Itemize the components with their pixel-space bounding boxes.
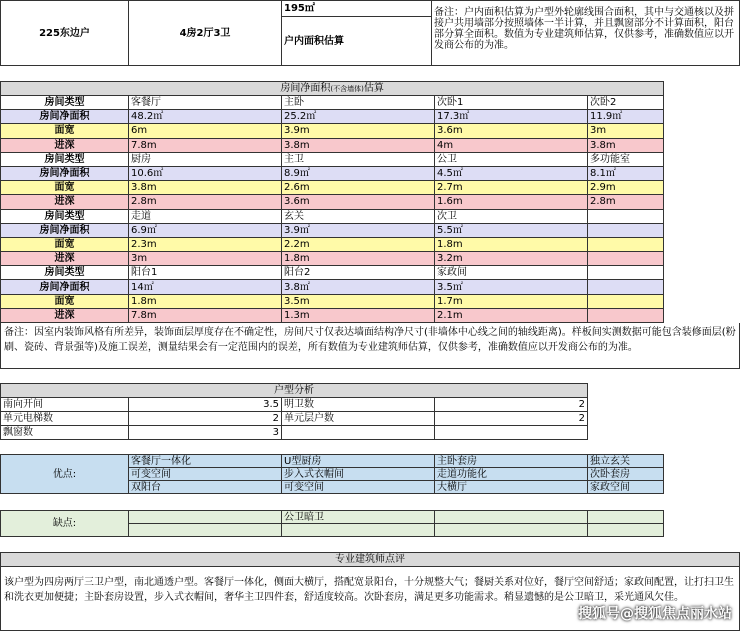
analysis-section <box>0 383 587 440</box>
room-depth-cell: 7.8m <box>129 138 282 152</box>
cons-section <box>0 510 740 537</box>
pros-item: 家政空间 <box>588 481 664 494</box>
row-label: 房间类型 <box>1 266 129 280</box>
row-label: 进深 <box>1 195 129 209</box>
analysis-right-label: 单元层户数 <box>282 412 435 426</box>
pros-item: 双阳台 <box>129 481 282 494</box>
row-label: 面宽 <box>1 237 129 251</box>
room-type-cell: 家政间 <box>435 266 588 280</box>
room-area-cell: 4.5㎡ <box>435 166 588 180</box>
room-depth-cell: 1.6m <box>435 195 588 209</box>
room-width-cell: 1.8m <box>129 294 282 308</box>
room-type-cell: 次卧1 <box>435 96 588 110</box>
room-type-cell: 厨房 <box>129 152 282 166</box>
net-area-title-sub: (不含墙体) <box>330 85 364 93</box>
net-area-row <box>1 237 740 251</box>
net-area-row <box>1 308 740 322</box>
cons-item <box>435 511 588 524</box>
analysis-left-label: 单元电梯数 <box>1 412 129 426</box>
net-area-title-main: 房间净面积 <box>280 83 331 94</box>
pros-item: 可变空间 <box>282 481 435 494</box>
row-label: 进深 <box>1 252 129 266</box>
cons-item <box>435 524 588 537</box>
net-area-row <box>1 280 740 294</box>
analysis-row <box>1 398 588 412</box>
room-width-cell: 3.8m <box>129 181 282 195</box>
net-area-row <box>1 152 740 166</box>
net-area-row <box>1 110 740 124</box>
area-label: 户内面积估算 <box>282 17 432 66</box>
room-area-cell: 8.9㎡ <box>282 166 435 180</box>
room-type-cell: 玄关 <box>282 209 435 223</box>
review-title: 专业建筑师点评 <box>0 552 740 567</box>
room-area-cell: 11.9㎡ <box>588 110 664 124</box>
review-text: 该户型为四房两厅三卫户型，南北通透户型。客餐厅一体化，侧面大横厅，搭配宽景阳台，十分规整大气；餐厨关系对位好，餐厅空间舒适；家政间配置，让打扫卫生和洗衣更加便捷；主卧套房设置，步入式衣帽间，奢华主卫四件套，舒适度较高。次卧套房，满足更多功能需求。稍显遗憾的是公卫暗卫，采光通风欠佳。 <box>0 567 740 631</box>
net-area-row <box>1 138 740 152</box>
pros-item: 大横厅 <box>435 481 588 494</box>
unit-name: 225东边户 <box>1 1 129 66</box>
room-type-cell <box>588 266 664 280</box>
blank-cell <box>664 252 740 266</box>
room-type-cell: 客餐厅 <box>129 96 282 110</box>
analysis-right-value: 2 <box>435 412 588 426</box>
room-area-cell: 5.5㎡ <box>435 223 588 237</box>
blank-cell <box>664 110 740 124</box>
blank-cell <box>664 152 740 166</box>
net-area-title <box>1 82 664 96</box>
row-label: 进深 <box>1 138 129 152</box>
room-depth-cell: 7.8m <box>129 308 282 322</box>
pros-item: U型厨房 <box>282 455 435 468</box>
header-block <box>0 0 740 66</box>
row-label: 房间类型 <box>1 209 129 223</box>
area-value: 195㎡ <box>282 1 432 17</box>
blank-cell <box>664 223 740 237</box>
room-width-cell: 1.8m <box>435 237 588 251</box>
pros-row <box>1 455 740 468</box>
watermark: 搜狐号@搜狐焦点丽水站 <box>578 606 732 622</box>
room-depth-cell <box>588 308 664 322</box>
blank-cell <box>664 280 740 294</box>
blank-cell <box>664 209 740 223</box>
blank-cell <box>664 524 740 537</box>
analysis-left-value: 3.5 <box>129 398 282 412</box>
room-depth-cell: 1.8m <box>282 252 435 266</box>
room-width-cell <box>588 237 664 251</box>
analysis-left-label: 飘窗数 <box>1 426 129 440</box>
room-depth-cell: 3.2m <box>435 252 588 266</box>
pros-item: 独立玄关 <box>588 455 664 468</box>
cons-item <box>588 511 664 524</box>
room-width-cell: 2.6m <box>282 181 435 195</box>
room-depth-cell: 3.6m <box>282 195 435 209</box>
room-area-cell: 3.8㎡ <box>282 280 435 294</box>
room-area-cell: 8.1㎡ <box>588 166 664 180</box>
blank-cell <box>664 181 740 195</box>
room-area-cell: 14㎡ <box>129 280 282 294</box>
room-area-cell <box>588 280 664 294</box>
room-area-cell: 6.9㎡ <box>129 223 282 237</box>
cons-item <box>282 524 435 537</box>
analysis-left-value: 3 <box>129 426 282 440</box>
room-area-cell: 17.3㎡ <box>435 110 588 124</box>
net-area-row <box>1 124 740 138</box>
analysis-right-label: 明卫数 <box>282 398 435 412</box>
analysis-row <box>1 426 588 440</box>
room-width-cell: 3.9m <box>282 124 435 138</box>
room-area-cell: 3.5㎡ <box>435 280 588 294</box>
room-width-cell: 2.2m <box>282 237 435 251</box>
net-area-row <box>1 223 740 237</box>
room-width-cell: 3.5m <box>282 294 435 308</box>
pros-item: 可变空间 <box>129 468 282 481</box>
row-label: 面宽 <box>1 124 129 138</box>
room-type-cell: 多功能室 <box>588 152 664 166</box>
room-width-cell: 2.7m <box>435 181 588 195</box>
pros-section <box>0 454 740 494</box>
blank-cell <box>664 481 740 494</box>
room-depth-cell: 3m <box>129 252 282 266</box>
room-type-cell: 阳台1 <box>129 266 282 280</box>
net-area-row <box>1 294 740 308</box>
row-label: 房间净面积 <box>1 166 129 180</box>
net-area-row <box>1 166 740 180</box>
pros-item: 次卧套房 <box>588 468 664 481</box>
room-area-cell: 10.6㎡ <box>129 166 282 180</box>
cons-item <box>588 524 664 537</box>
room-area-cell: 3.9㎡ <box>282 223 435 237</box>
cons-item <box>129 524 282 537</box>
blank-cell <box>664 294 740 308</box>
room-type-cell: 次卧2 <box>588 96 664 110</box>
unit-layout: 4房2厅3卫 <box>129 1 282 66</box>
cons-row <box>1 511 740 524</box>
analysis-right-value <box>435 426 588 440</box>
row-label: 房间净面积 <box>1 223 129 237</box>
room-depth-cell: 4m <box>435 138 588 152</box>
analysis-right-value: 2 <box>435 398 588 412</box>
net-area-row <box>1 96 740 110</box>
room-width-cell: 2.3m <box>129 237 282 251</box>
pros-item: 客餐厅一体化 <box>129 455 282 468</box>
net-area-row <box>1 266 740 280</box>
row-label: 进深 <box>1 308 129 322</box>
cons-item <box>129 511 282 524</box>
cons-label: 缺点: <box>1 511 129 537</box>
room-type-cell: 走道 <box>129 209 282 223</box>
analysis-row <box>1 412 588 426</box>
net-area-row <box>1 209 740 223</box>
row-label: 面宽 <box>1 294 129 308</box>
analysis-left-value: 2 <box>129 412 282 426</box>
blank-cell <box>664 511 740 524</box>
blank-cell <box>664 96 740 110</box>
blank-cell <box>664 308 740 322</box>
room-type-cell <box>588 209 664 223</box>
blank-cell <box>664 124 740 138</box>
row-label: 房间净面积 <box>1 110 129 124</box>
room-depth-cell: 1.3m <box>282 308 435 322</box>
room-type-cell: 主卫 <box>282 152 435 166</box>
net-area-title-tail: 估算 <box>363 83 384 94</box>
room-width-cell: 3.6m <box>435 124 588 138</box>
blank-cell <box>664 468 740 481</box>
row-label: 面宽 <box>1 181 129 195</box>
room-depth-cell <box>588 252 664 266</box>
room-type-cell: 公卫 <box>435 152 588 166</box>
room-depth-cell: 3.8m <box>588 138 664 152</box>
room-area-cell: 25.2㎡ <box>282 110 435 124</box>
room-depth-cell: 3.8m <box>282 138 435 152</box>
room-width-cell: 1.7m <box>435 294 588 308</box>
pros-label: 优点: <box>1 455 129 494</box>
room-width-cell: 2.9m <box>588 181 664 195</box>
blank-cell <box>664 455 740 468</box>
blank-cell <box>664 237 740 251</box>
net-area-section <box>0 81 740 369</box>
row-label: 房间类型 <box>1 96 129 110</box>
analysis-title: 户型分析 <box>1 384 588 398</box>
room-area-cell <box>588 223 664 237</box>
net-area-row <box>1 181 740 195</box>
room-width-cell <box>588 294 664 308</box>
room-type-cell: 阳台2 <box>282 266 435 280</box>
row-label: 房间类型 <box>1 152 129 166</box>
net-area-row <box>1 195 740 209</box>
blank-cell <box>664 195 740 209</box>
net-area-row <box>1 252 740 266</box>
room-depth-cell: 2.8m <box>588 195 664 209</box>
area-note: 备注：户内面积估算为户型外轮廓线围合面积，其中与交通核以及拼接户共用墙部分按照墙体一半计算，并且飘窗部分不计算面积，阳台部分算全面积。数值为专业建筑师估算，仅供参考，准确数值应以开发商公布的为准。 <box>432 1 740 66</box>
net-area-note: 备注：因室内装饰风格有所差异，装饰面层厚度存在不确定性，房间尺寸仅表达墙面结构净尺寸(非墙体中心线之间的轴线距离)。样板间实测数据可能包含装修面层(粉刷、瓷砖、背景强等)及施工误差，测量结果会有一定范围内的误差，所有数值为专业建筑师估算，仅供参考，准确数值应以开发商公布的为准。 <box>0 323 740 369</box>
pros-item: 步入式衣帽间 <box>282 468 435 481</box>
row-label: 房间净面积 <box>1 280 129 294</box>
room-type-cell: 次卫 <box>435 209 588 223</box>
room-width-cell: 3m <box>588 124 664 138</box>
analysis-left-label: 南向开间 <box>1 398 129 412</box>
room-type-cell: 主卧 <box>282 96 435 110</box>
room-width-cell: 6m <box>129 124 282 138</box>
analysis-right-label <box>282 426 435 440</box>
pros-item: 主卧套房 <box>435 455 588 468</box>
blank-cell <box>664 138 740 152</box>
room-depth-cell: 2.8m <box>129 195 282 209</box>
blank-cell <box>664 266 740 280</box>
pros-item: 走道功能化 <box>435 468 588 481</box>
room-area-cell: 48.2㎡ <box>129 110 282 124</box>
room-depth-cell: 2.1m <box>435 308 588 322</box>
cons-item: 公卫暗卫 <box>282 511 435 524</box>
blank-cell <box>664 166 740 180</box>
